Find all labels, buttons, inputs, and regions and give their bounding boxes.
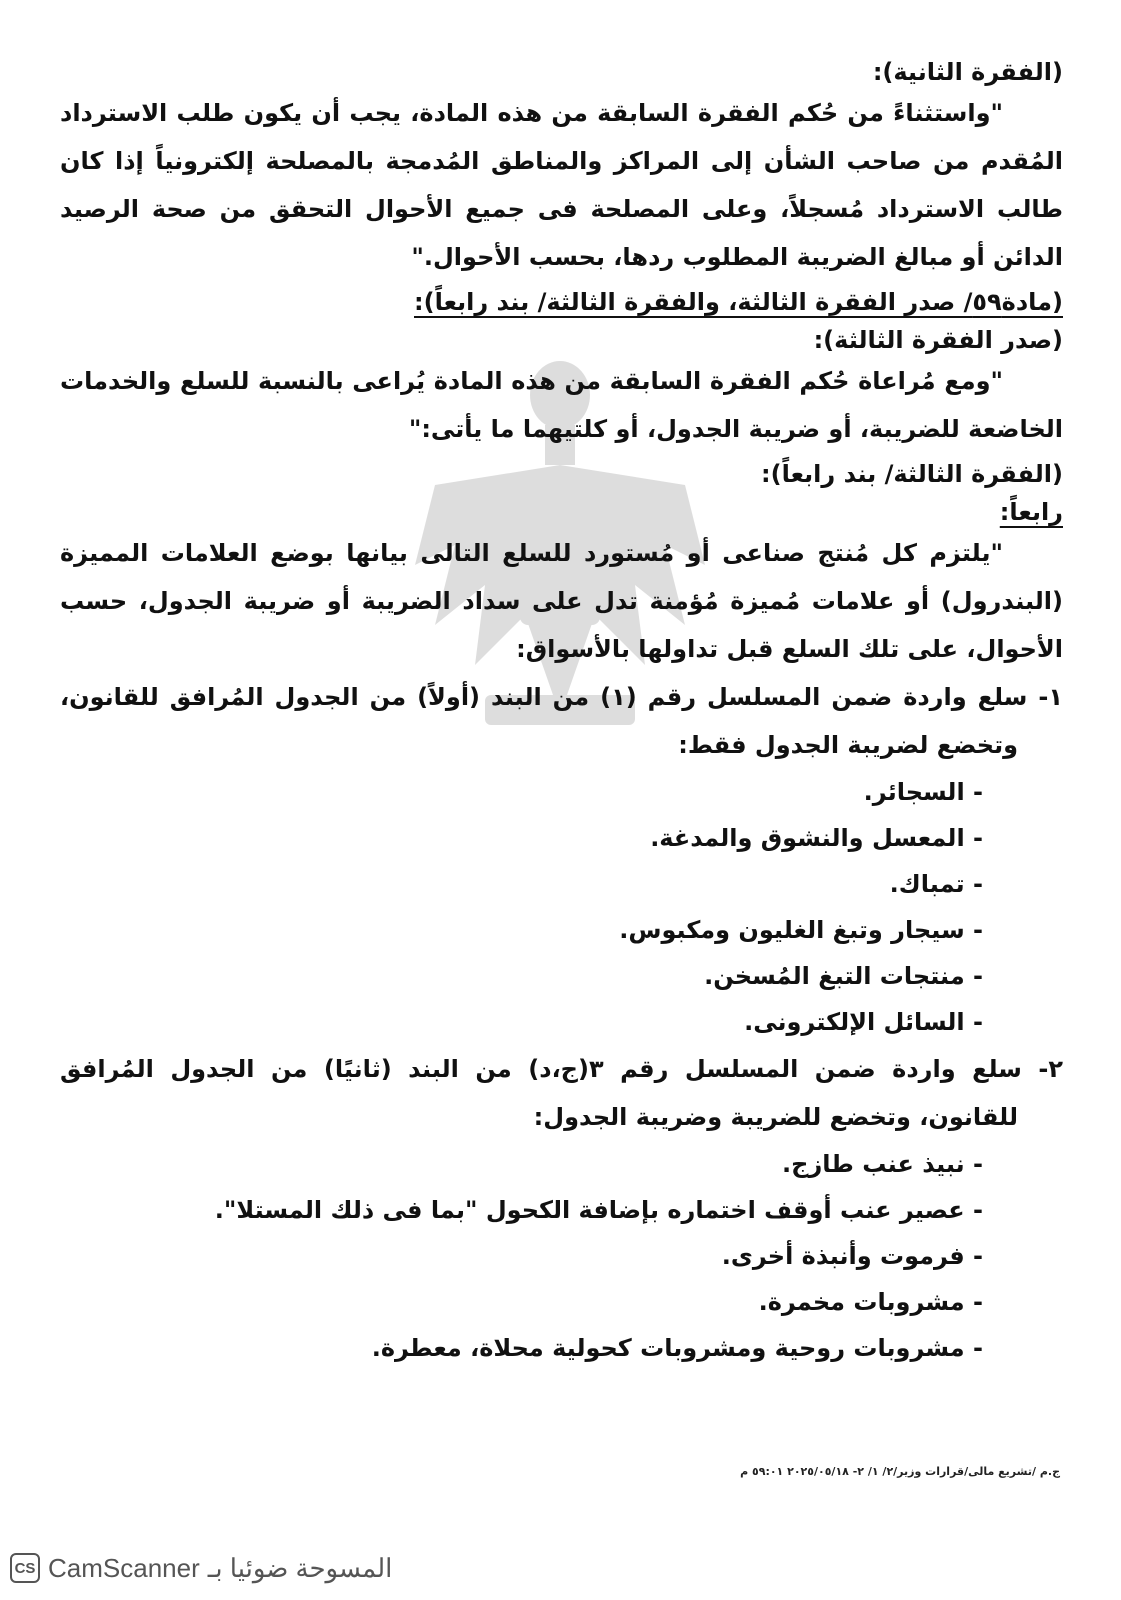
article-heading: (مادة٥٩/ صدر الفقرة الثالثة، والفقرة الثالثة/ بند رابعاً): — [414, 288, 1063, 316]
bullet-list-2 — [60, 1141, 1063, 1371]
section-heading-fourth: رابعاً: — [999, 498, 1063, 526]
document-footer: ج.م /تشريع مالى/قرارات وزير/٢/ ١/ ٢- ٢٠٢٥/٠٥/١٨ ٥٩:٠١ م — [740, 1465, 1060, 1478]
paragraph-para2: "واستثناءً من حُكم الفقرة السابقة من هذه المادة، يجب أن يكون طلب الاسترداد المُقدم من صاحب الشأن إلى المراكز والمناطق المُدمجة بالمصلحة إلكترونياً إذا كان طالب الاسترداد مُسجلاً، وعلى المصلحة فى جميع الأحوال التحقق من صحة الرصيد الدائن أو مبالغ الضريبة المطلوب ردها، بحسب الأحوال." — [60, 99, 1063, 271]
list-item: - المعسل والنشوق والمدغة. — [60, 815, 983, 861]
bullet-list-1 — [60, 769, 1063, 1045]
document-body — [60, 55, 1063, 1371]
numbered-item-2: ٢- سلع واردة ضمن المسلسل رقم ٣(ج،د) من البند (ثانيًا) من الجدول المُرافق للقانون، وتخضع للضريبة وضريبة الجدول: — [60, 1055, 1063, 1131]
list-item: - سيجار وتبغ الغليون ومكبوس. — [60, 907, 983, 953]
list-item: - مشروبات مخمرة. — [60, 1279, 983, 1325]
paragraph-intro: "ومع مُراعاة حُكم الفقرة السابقة من هذه المادة يُراعى بالنسبة للسلع والخدمات الخاضعة للضريبة، أو ضريبة الجدول، أو كلتيهما ما يأتى:" — [60, 367, 1063, 443]
camscanner-scanned-with: المسوحة ضوئيا بـ — [207, 1552, 393, 1583]
camscanner-logo-icon: CS — [10, 1553, 40, 1583]
list-item: - فرموت وأنبذة أخرى. — [60, 1233, 983, 1279]
list-item: - تمباك. — [60, 861, 983, 907]
camscanner-watermark — [10, 1550, 392, 1586]
list-item: - عصير عنب أوقف اختماره بإضافة الكحول "بما فى ذلك المستلا". — [60, 1187, 983, 1233]
paragraph-fourth: "يلتزم كل مُنتج صناعى أو مُستورد للسلع التالى بيانها بوضع العلامات المميزة (البندرول) أو علامات مُميزة مُؤمنة تدل على سداد الضريبة أو ضريبة الجدول، حسب الأحوال، على تلك السلع قبل تداولها بالأسواق: — [60, 539, 1063, 663]
list-item: - السجائر. — [60, 769, 983, 815]
list-item: - نبيذ عنب طازج. — [60, 1141, 983, 1187]
list-item: - منتجات التبغ المُسخن. — [60, 953, 983, 999]
numbered-item-1: ١- سلع واردة ضمن المسلسل رقم (١) من البند (أولاً) من الجدول المُرافق للقانون، وتخضع لضريبة الجدول فقط: — [60, 683, 1063, 759]
section-heading-item4: (الفقرة الثالثة/ بند رابعاً): — [761, 460, 1063, 488]
camscanner-app-name: CamScanner — [48, 1552, 200, 1583]
list-item: - السائل الإلكترونى. — [60, 999, 983, 1045]
section-heading-para2: (الفقرة الثانية): — [872, 58, 1063, 86]
section-heading-intro: (صدر الفقرة الثالثة): — [813, 326, 1063, 354]
list-item: - مشروبات روحية ومشروبات كحولية محلاة، معطرة. — [60, 1325, 983, 1371]
